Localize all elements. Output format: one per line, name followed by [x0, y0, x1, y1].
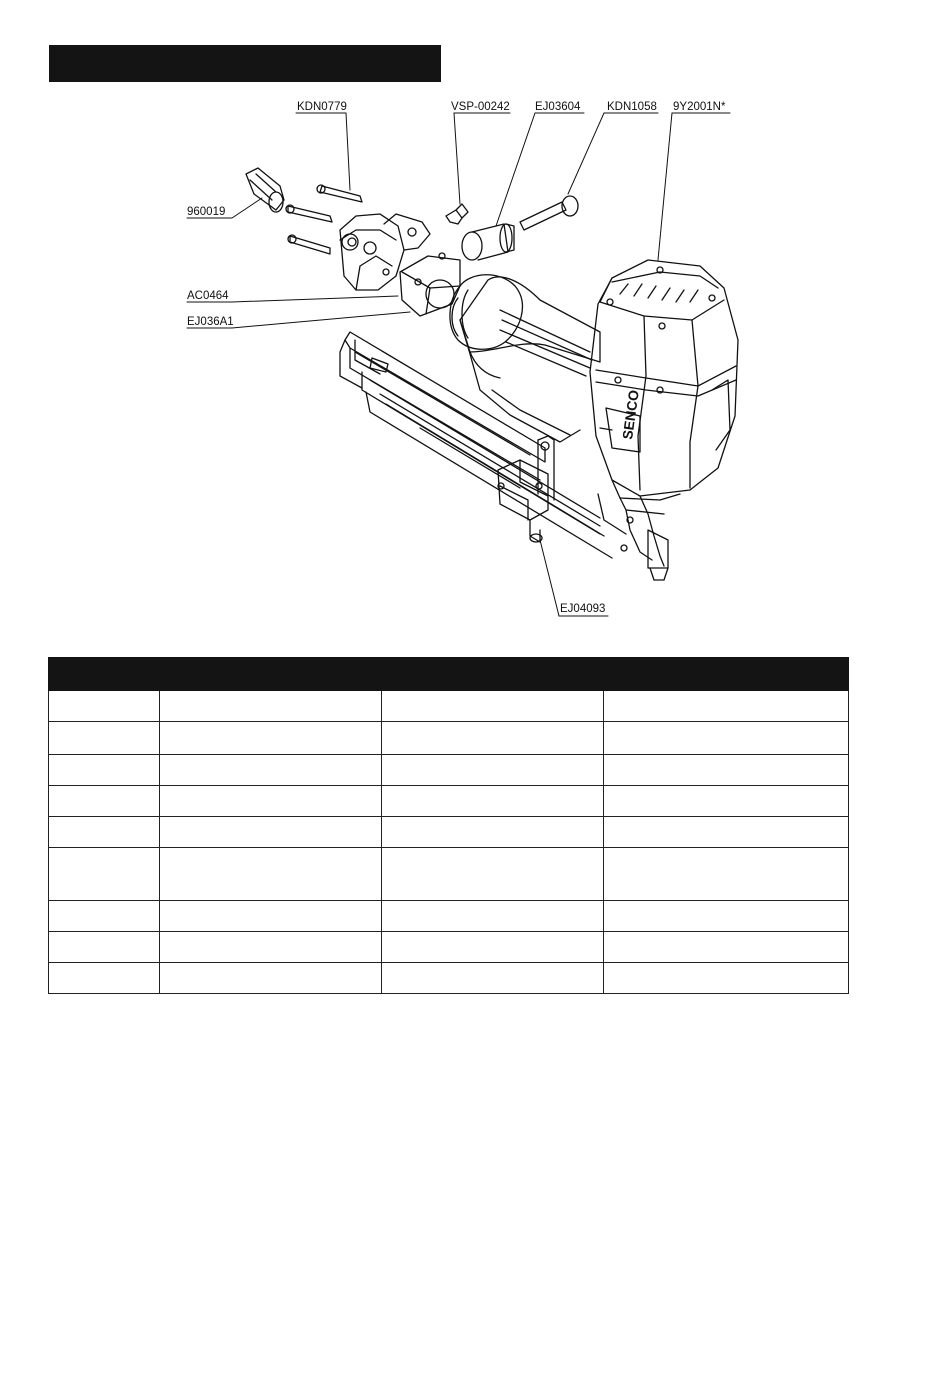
exhaust-cap-drawing: [340, 214, 430, 290]
table-cell: [604, 817, 849, 848]
table-cell: [160, 963, 382, 994]
callout-960019: 960019: [187, 206, 226, 218]
table-row: [49, 932, 849, 963]
table-cell: [49, 691, 160, 722]
table-row: [49, 691, 849, 722]
table-cell: [49, 817, 160, 848]
table-cell: [160, 755, 382, 786]
table-row: [49, 786, 849, 817]
screw-kdn1058-drawing: [520, 196, 578, 230]
table-cell: [160, 786, 382, 817]
table-row: [49, 901, 849, 932]
callout-ej036a1: EJ036A1: [187, 316, 234, 328]
exploded-parts-diagram: [0, 90, 950, 635]
table-cell: [382, 722, 604, 755]
table-cell: [604, 722, 849, 755]
header-cell: [160, 658, 382, 691]
parts-table: [48, 657, 849, 994]
header-cell: [604, 658, 849, 691]
bumper-drawing: [462, 224, 514, 260]
callout-ac0464: AC0464: [187, 290, 229, 302]
diagram-svg: [0, 90, 950, 635]
table-cell: [160, 932, 382, 963]
table-row: [49, 755, 849, 786]
table-cell: [160, 691, 382, 722]
callout-kdn0779: KDN0779: [297, 101, 347, 113]
table-cell: [604, 691, 849, 722]
handle-drawing: [460, 277, 600, 442]
section-title-bar: [49, 45, 441, 82]
callout-kdn1058: KDN1058: [607, 101, 657, 113]
table-cell: [604, 901, 849, 932]
motor-housing-drawing: [590, 260, 738, 496]
table-cell: [604, 755, 849, 786]
table-cell: [382, 932, 604, 963]
end-cap-drawing: [450, 275, 522, 350]
table-cell: [160, 817, 382, 848]
callout-vsp00242: VSP-00242: [451, 101, 510, 113]
header-cell: [382, 658, 604, 691]
table-cell: [382, 755, 604, 786]
cap-screws-drawing: [286, 185, 362, 254]
table-cell: [49, 932, 160, 963]
table-cell: [160, 848, 382, 901]
table-cell: [49, 722, 160, 755]
table-cell: [382, 901, 604, 932]
table-cell: [49, 848, 160, 901]
table-row: [49, 817, 849, 848]
table-cell: [604, 786, 849, 817]
header-cell: [49, 658, 160, 691]
table-cell: [382, 786, 604, 817]
table-cell: [382, 691, 604, 722]
table-cell: [604, 848, 849, 901]
table-row: [49, 963, 849, 994]
table-cell: [49, 963, 160, 994]
callout-ej04093: EJ04093: [560, 603, 606, 615]
brand-mark: SENCO: [619, 388, 642, 441]
table-cell: [160, 901, 382, 932]
table-row: [49, 722, 849, 755]
table-header-row: [49, 658, 849, 691]
table-cell: [382, 963, 604, 994]
table-cell: [604, 963, 849, 994]
section-title: [49, 55, 61, 72]
table-cell: [382, 817, 604, 848]
callout-ej03604: EJ03604: [535, 101, 581, 113]
table-cell: [382, 848, 604, 901]
table-cell: [49, 755, 160, 786]
table-cell: [49, 786, 160, 817]
callout-9y2001n: 9Y2001N*: [673, 101, 726, 113]
table-cell: [604, 932, 849, 963]
table-cell: [160, 722, 382, 755]
table-row: [49, 848, 849, 901]
magazine-drawing: [340, 332, 612, 558]
table-cell: [49, 901, 160, 932]
elbow-fitting-drawing: [446, 204, 468, 224]
